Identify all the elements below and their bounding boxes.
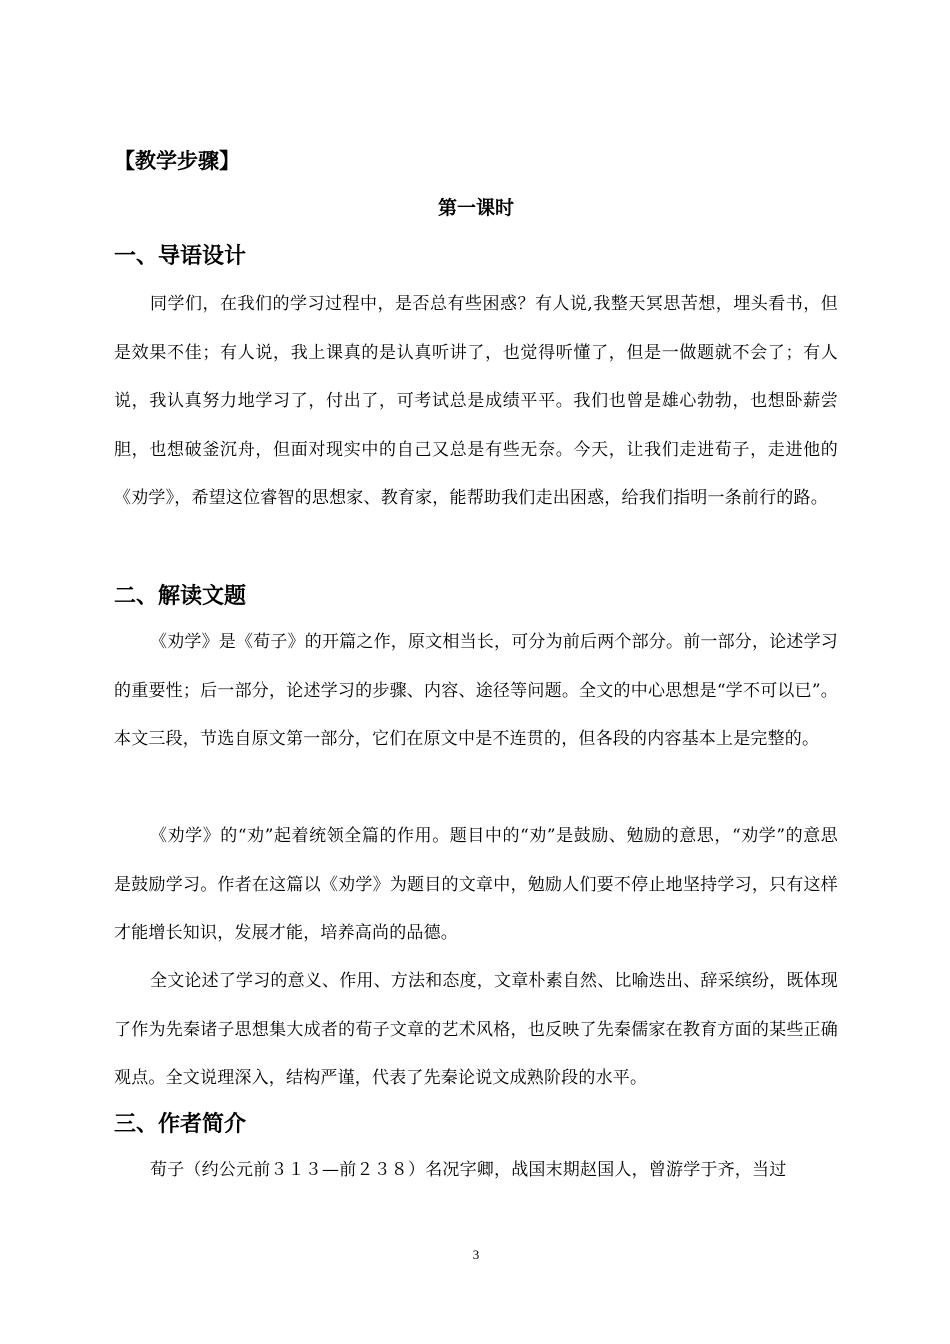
page-number: 3 xyxy=(472,1247,480,1262)
teaching-steps-heading: 【教学步骤】 xyxy=(114,149,240,173)
paragraph-author: 荀子（约公元前３１３—前２３８）名况字卿，战国末期赵国人，曾游学于齐，当过 xyxy=(150,1160,787,1180)
section-heading-title-analysis: 二、解读文题 xyxy=(114,584,247,609)
section-heading-intro: 一、导语设计 xyxy=(114,244,247,269)
paragraph-title-analysis-1: 《劝学》是《荀子》的开篇之作，原文相当长，可分为前后两个部分。前一部分，论述学习的重要性；后一部分，论述学习的步骤、内容、途径等问题。全文的中心思想是“学不可以已”。本文三段，节选自原文第一部分，它们在原文中是不连贯的，但各段的内容基本上是完整的。 xyxy=(114,632,838,749)
lesson-title: 第一课时 xyxy=(437,197,514,219)
paragraph-title-analysis-2: 《劝学》的“劝”起着统领全篇的作用。题目中的“劝”是鼓励、勉励的意思，“劝学”的意思是鼓励学习。作者在这篇以《劝学》为题目的文章中，勉励人们要不停止地坚持学习，只有这样才能增长知识，发展才能，培养高尚的品德。 xyxy=(114,826,838,943)
paragraph-title-analysis-3: 全文论述了学习的意义、作用、方法和态度，文章朴素自然、比喻迭出、辞采缤纷，既体现了作为先秦诸子思想集大成者的荀子文章的艺术风格，也反映了先秦儒家在教育方面的某些正确观点。全文说理深入，结构严谨，代表了先秦论说文成熟阶段的水平。 xyxy=(114,971,838,1088)
section-heading-author: 三、作者简介 xyxy=(114,1112,247,1137)
paragraph-intro: 同学们，在我们的学习过程中，是否总有些困惑？有人说,我整天冥思苦想，埋头看书，但是效果不佳；有人说，我上课真的是认真听讲了，也觉得听懂了，但是一做题就不会了；有人说，我认真努力地学习了，付出了，可考试总是成绩平平。我们也曾是雄心勃勃，也想卧薪尝胆，也想破釜沉舟，但面对现实中的自己又总是有些无奈。今天，让我们走进荀子，走进他的《劝学》，希望这位睿智的思想家、教育家，能帮助我们走出困惑，给我们指明一条前行的路。 xyxy=(114,294,838,508)
document-page xyxy=(114,0,838,1344)
